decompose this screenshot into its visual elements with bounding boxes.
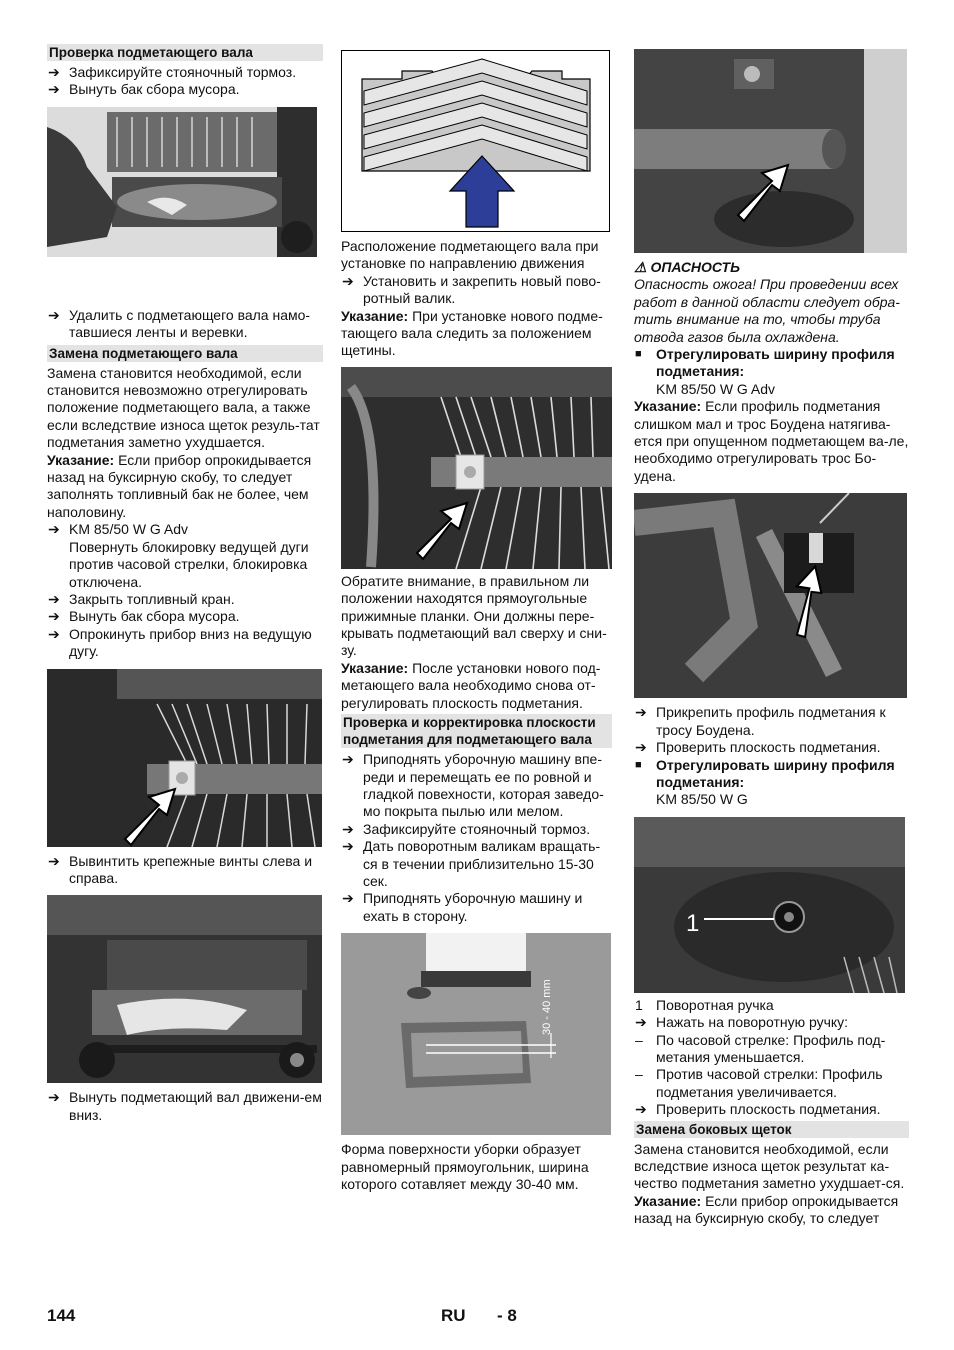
step-item: ➔ Проверить плоскость подметания.	[635, 1101, 881, 1118]
step-item: ➔ Вывинтить крепежные винты слева и справа.	[48, 852, 313, 886]
diagram-roller-orientation	[341, 50, 610, 232]
column-right	[634, 44, 909, 1228]
note: Указание: Если прибор опрокидывается назад на буксирную скобу, то следует	[634, 1192, 899, 1227]
section-step: ■ Отрегулировать ширину профиля подметания:	[635, 756, 895, 790]
step-item: ➔ Вынуть бак сбора мусора.	[48, 608, 240, 625]
paragraph: Замена становится необходимой, если вследствие износа щеток результат ка-чество подметания заметно ухудшает-ся.	[634, 1140, 905, 1192]
photo-pressure-plate	[341, 367, 612, 569]
section-heading-replace-roller: Замена подметающего вала	[47, 345, 323, 362]
step-item: ➔ Установить и закрепить новый пово-ротный валик.	[342, 272, 601, 307]
paragraph: Замена становится необходимой, если становится невозможно отрегулировать положение подметающего вала, а также если вследствие износа щеток резуль-тат подметания заметно ухудшается.	[47, 364, 320, 451]
sweep-width-label: 30 - 40 mm	[541, 979, 553, 1036]
step-item: ➔ Приподнять уборочную машину впе-реди и перемещать ее по ровной и гладкой повехности, которая заведо-мо покрыта пылью или мелом.	[342, 751, 604, 820]
square-bullet-icon: ■	[635, 348, 642, 361]
warning-triangle-icon: ⚠	[634, 259, 647, 275]
figure-caption: Расположение подметающего вала при установке по направлению движения	[341, 238, 599, 272]
page-suffix: - 8	[497, 1306, 517, 1325]
photo-roller-inspection	[47, 107, 317, 257]
step-item: ➔ Вынуть подметающий вал движени-ем вниз.	[48, 1089, 322, 1123]
section-heading-sweep-plane: Проверка и корректировка плоскости подметания для подметающего вала	[341, 714, 612, 748]
figure-caption: Форма поверхности уборки образует равномерный прямоугольник, ширина которого сотавляет между 30-40 мм.	[341, 1141, 589, 1192]
step-item: ➔ Зафиксируйте стояночный тормоз.	[48, 64, 297, 80]
section-step: ■ Отрегулировать ширину профиля подметания:	[635, 346, 895, 380]
note: Указание: Если прибор опрокидывается назад на буксирную скобу, то следует заполнять топливный бак не более, чем наполовину.	[47, 451, 312, 520]
photo-fixing-screws	[47, 669, 322, 847]
danger-text: Опасность ожога! При проведении всех работ в данной области следует обра-тить внимание на то, чтобы труба отвода газов была охлаждена.	[634, 276, 900, 345]
column-middle	[341, 44, 612, 1193]
language-code: RU	[441, 1306, 466, 1325]
step-continuation: Повернуть блокировку ведущей дуги против часовой стрелки, блокировка отключена.	[69, 538, 309, 590]
photo-removing-roller	[47, 895, 322, 1083]
step-item: ➔ Прикрепить профиль подметания к тросу Боудена.	[635, 704, 886, 738]
step-item: ➔ Нажать на поворотную ручку:	[635, 1014, 849, 1031]
section-heading-side-brushes: Замена боковых щеток	[634, 1121, 909, 1138]
step-item: ➔ Удалить с подметающего вала намо-тавшиеся ленты и веревки.	[48, 306, 311, 341]
step-item: ➔ Опрокинуть прибор вниз на ведущую дугу.	[48, 625, 312, 660]
note: Указание: После установки нового под-метающего вала необходимо снова от-регулировать плоскость подметания.	[341, 659, 601, 711]
step-item: ➔ Проверить плоскость подметания.	[635, 739, 881, 756]
step-item: ➔ Закрыть топливный кран.	[48, 590, 235, 607]
step-item: ➔ Приподнять уборочную машину и ехать в сторону.	[342, 890, 583, 924]
photo-bowden-cable	[634, 493, 907, 698]
photo-sweep-pattern	[341, 933, 611, 1135]
dash-item: – Против часовой стрелки: Профиль подметания увеличивается.	[635, 1066, 883, 1100]
section-heading-check-roller: Проверка подметающего вала	[47, 44, 323, 61]
note: Указание: Если профиль подметания слишком мал и трос Боудена натягива-ется при опущенном подметающем ва-ле, необходимо отрегулировать трос Бо-удена.	[634, 398, 909, 484]
photo-exhaust-pipe	[634, 49, 907, 253]
step-item: ➔ KM 85/50 W G Adv	[48, 521, 189, 538]
photo-rotary-knob	[634, 817, 905, 993]
page-number: 144	[47, 1306, 76, 1325]
legend-item: 1 Поворотная ручка	[635, 996, 774, 1013]
column-left	[47, 44, 323, 1124]
model-name: KM 85/50 W G	[656, 791, 748, 808]
dash-item: – По часовой стрелке: Профиль под-метания уменьшается.	[635, 1031, 886, 1065]
paragraph: Обратите внимание, в правильном ли положении находятся прямоугольные прижимные планки. Они должны пере-крывать подметающий вал сверху и сни-зу.	[341, 572, 607, 659]
step-item: ➔ Дать поворотным валикам вращать-ся в течении приблизительно 15-30 сек.	[342, 838, 601, 889]
note: Указание: При установке нового подме-тающего вала следить за положением щетины.	[341, 307, 603, 359]
step-item: ➔ Зафиксируйте стояночный тормоз.	[342, 820, 591, 837]
model-name: KM 85/50 W G Adv	[656, 380, 776, 397]
danger-title: ⚠ ОПАСНОСТЬ	[634, 259, 740, 275]
callout-number: 1	[686, 909, 700, 937]
square-bullet-icon: ■	[635, 758, 642, 771]
step-item: ➔ Вынуть бак сбора мусора.	[48, 81, 240, 98]
